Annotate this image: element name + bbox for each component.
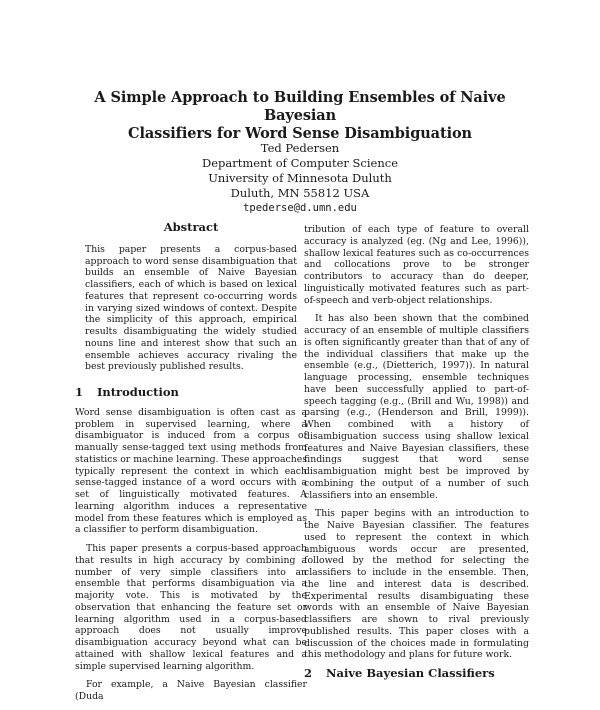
author-university: University of Minnesota Duluth [208, 171, 392, 185]
section-title: Naive Bayesian Classifiers [326, 666, 495, 680]
paper-title [60, 89, 540, 143]
title-line-2: Classifiers for Word Sense Disambiguation [128, 125, 472, 142]
author-email: tpederse@d.umn.edu [243, 202, 357, 214]
abstract-title: Abstract [163, 220, 219, 234]
author-name: Ted Pedersen [260, 141, 340, 155]
right-paragraph-2: It has also been shown that the combined accuracy of an ensemble of multiple classifiers is often significantly greater than that of any of the individual classifiers that make up the ensemble (e.g., (Dietterich, 1997)). In natural language processing, ensemble techniques have been successfully applied to part-of-speech tagging (e.g., (Brill and Wu, 1998)) and parsing (e.g., (Henderson and Brill, 1999)). When combined with a history of disambiguation success using shallow lexical features and Naive Bayesian classifiers, these findings suggest that word sense disambiguation might best be improved by combining the output of a number of such classifiers into an ensemble. [304, 313, 529, 501]
section-number: 2 [304, 666, 313, 680]
section-title: Introduction [97, 385, 179, 399]
abstract-text: This paper presents a corpus-based approach to word sense disambiguation that builds an ensemble of Naive Bayesian classifiers, each of which is based on lexical features that represent co-occurring words in varying sized windows of context. Despite the simplicity of this approach, empirical results disambiguating the widely studied nouns line and interest show that such an ensemble achieves accuracy rivaling the best previously published results. [85, 243, 297, 373]
right-paragraph-3: This paper begins with an introduction to the Naive Bayesian classifier. The features used to represent the context in which ambiguous words occur are presented, followed by the method for selecting the classifiers to include in the ensemble. Then, the line and interest data is described. Experimental results disambiguating these words with an ensemble of Naive Bayesian classifiers are shown to rival previously published results. This paper closes with a discussion of the choices made in formulating this methodology and plans for future work. [304, 508, 529, 661]
author-department: Department of Computer Science [201, 156, 399, 170]
section-heading-introduction [75, 387, 307, 399]
intro-paragraph-1: Word sense disambiguation is often cast as a problem in supervised learning, where a disambiguator is induced from a corpus of manually sense-tagged text using methods from statistics or machine learning. These approaches typically represent the context in which each sense-tagged instance of a word occurs with a set of linguistically motivated features. A learning algorithm induces a representative model from these features which is employed as a classifier to perform disambiguation. [75, 406, 307, 536]
intro-paragraph-3: For example, a Naive Bayesian classifier (Duda [75, 679, 307, 702]
title-line-1: A Simple Approach to Building Ensembles of Naive Bayesian [94, 89, 506, 124]
right-paragraph-1: tribution of each type of feature to overall accuracy is analyzed (eg. (Ng and Lee, 1996)), shallow lexical features such as co-occurrences and collocations prove to be stronger contributors to accuracy than do deeper, linguistically motivated features such as part-of-speech and verb-object relationships. [304, 224, 529, 306]
author-location: Duluth, MN 55812 USA [230, 186, 370, 200]
section-heading-naive-bayes [304, 668, 529, 680]
left-column [75, 222, 307, 710]
author-block [150, 141, 450, 216]
section-number: 1 [75, 385, 84, 399]
intro-paragraph-2: This paper presents a corpus-based approach that results in high accuracy by combining a number of very simple classifiers into an ensemble that performs disambiguation via a majority vote. This is motivated by the observation that enhancing the feature set or learning algorithm used in a corpus-based approach does not usually improve disambiguation accuracy beyond what can be attained with shallow lexical features and a simple supervised learning algorithm. [75, 543, 307, 672]
right-column [304, 224, 529, 688]
